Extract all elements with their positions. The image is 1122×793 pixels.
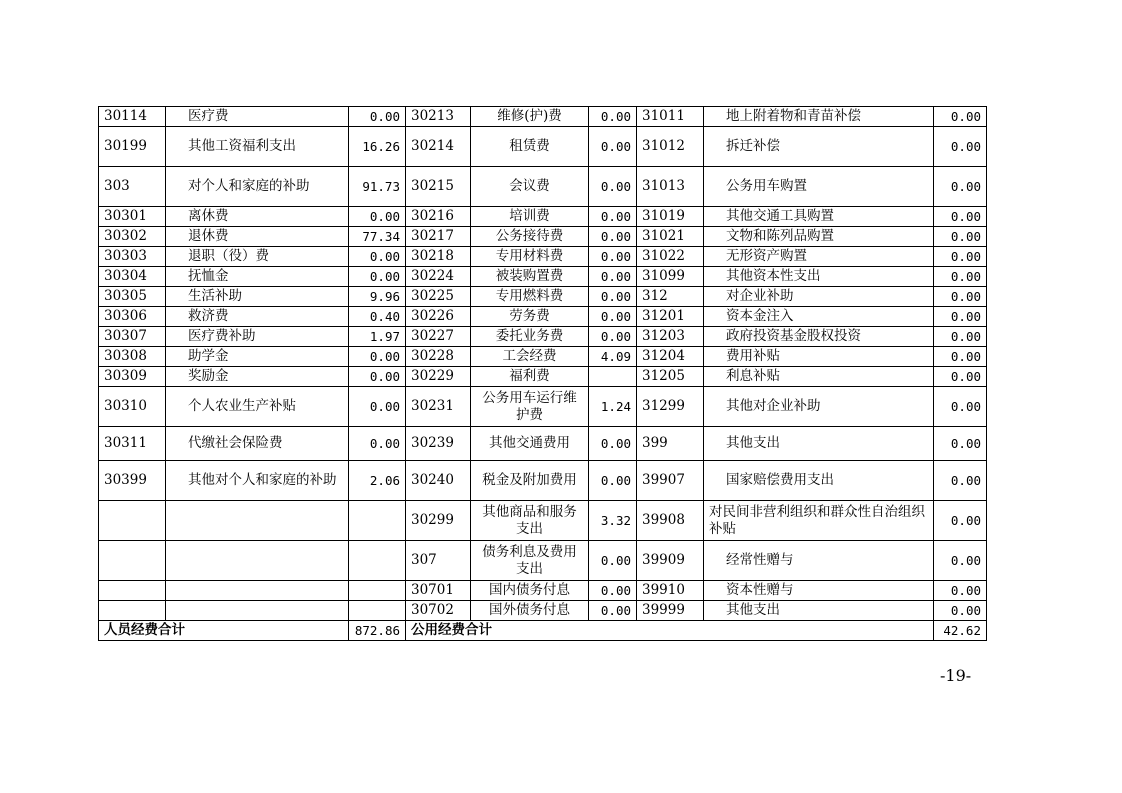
cell-name-c: 经常性赠与 <box>704 541 934 581</box>
cell-code-a: 30307 <box>99 327 166 347</box>
cell-code-a <box>99 541 166 581</box>
cell-code-b: 30216 <box>406 207 471 227</box>
table-row <box>99 287 987 307</box>
cell-name-b: 委托业务费 <box>471 327 589 347</box>
table-row <box>99 127 987 167</box>
cell-code-c: 31019 <box>637 207 704 227</box>
cell-amount-c: 0.00 <box>934 267 987 287</box>
cell-amount-c: 0.00 <box>934 127 987 167</box>
cell-name-b: 福利费 <box>471 367 589 387</box>
cell-name-c: 地上附着物和青苗补偿 <box>704 107 934 127</box>
cell-name-c: 费用补贴 <box>704 347 934 367</box>
cell-name-a: 生活补助 <box>166 287 349 307</box>
cell-amount-a: 0.00 <box>349 367 406 387</box>
cell-code-c: 31299 <box>637 387 704 427</box>
page-number: -19- <box>940 666 972 685</box>
cell-code-b: 30215 <box>406 167 471 207</box>
cell-code-c: 31013 <box>637 167 704 207</box>
table-row <box>99 247 987 267</box>
cell-name-a: 抚恤金 <box>166 267 349 287</box>
cell-name-b: 公务用车运行维护费 <box>471 387 589 427</box>
cell-amount-c: 0.00 <box>934 501 987 541</box>
cell-name-a <box>166 581 349 601</box>
cell-name-b: 工会经费 <box>471 347 589 367</box>
cell-name-a <box>166 541 349 581</box>
cell-code-c: 39999 <box>637 601 704 621</box>
cell-amount-a: 0.40 <box>349 307 406 327</box>
cell-code-c: 39910 <box>637 581 704 601</box>
cell-code-b: 30229 <box>406 367 471 387</box>
cell-code-c: 31205 <box>637 367 704 387</box>
cell-name-c: 其他对企业补助 <box>704 387 934 427</box>
cell-name-b: 劳务费 <box>471 307 589 327</box>
cell-name-b: 被装购置费 <box>471 267 589 287</box>
cell-name-c: 公务用车购置 <box>704 167 934 207</box>
cell-code-a: 30399 <box>99 461 166 501</box>
cell-amount-a: 2.06 <box>349 461 406 501</box>
cell-name-a: 退休费 <box>166 227 349 247</box>
cell-name-c: 国家赔偿费用支出 <box>704 461 934 501</box>
cell-code-c: 312 <box>637 287 704 307</box>
cell-amount-c: 0.00 <box>934 287 987 307</box>
table-row <box>99 461 987 501</box>
cell-amount-a <box>349 541 406 581</box>
cell-code-c: 39909 <box>637 541 704 581</box>
cell-name-a: 救济费 <box>166 307 349 327</box>
table-row <box>99 347 987 367</box>
table-body <box>99 107 987 641</box>
cell-name-c: 资本金注入 <box>704 307 934 327</box>
cell-code-c: 399 <box>637 427 704 461</box>
cell-code-a: 30199 <box>99 127 166 167</box>
cell-amount-a: 0.00 <box>349 387 406 427</box>
cell-name-a: 助学金 <box>166 347 349 367</box>
cell-amount-b: 4.09 <box>589 347 637 367</box>
cell-amount-b: 0.00 <box>589 581 637 601</box>
cell-code-a: 30114 <box>99 107 166 127</box>
cell-code-a: 30311 <box>99 427 166 461</box>
cell-name-b: 债务利息及费用支出 <box>471 541 589 581</box>
cell-code-b: 30228 <box>406 347 471 367</box>
cell-amount-c: 0.00 <box>934 541 987 581</box>
cell-name-b: 会议费 <box>471 167 589 207</box>
cell-code-b: 30214 <box>406 127 471 167</box>
cell-name-a: 其他工资福利支出 <box>166 127 349 167</box>
cell-amount-a: 16.26 <box>349 127 406 167</box>
cell-code-a: 30309 <box>99 367 166 387</box>
personnel-total-label: 人员经费合计 <box>99 621 349 641</box>
cell-amount-a <box>349 601 406 621</box>
cell-name-c: 其他资本性支出 <box>704 267 934 287</box>
cell-amount-a: 0.00 <box>349 347 406 367</box>
cell-code-a: 30303 <box>99 247 166 267</box>
cell-name-a: 对个人和家庭的补助 <box>166 167 349 207</box>
cell-name-b: 专用燃料费 <box>471 287 589 307</box>
cell-amount-c: 0.00 <box>934 387 987 427</box>
cell-amount-c: 0.00 <box>934 227 987 247</box>
cell-amount-c: 0.00 <box>934 427 987 461</box>
cell-amount-b: 0.00 <box>589 307 637 327</box>
cell-amount-a: 0.00 <box>349 267 406 287</box>
cell-code-b: 30240 <box>406 461 471 501</box>
cell-name-a: 奖励金 <box>166 367 349 387</box>
cell-name-a: 其他对个人和家庭的补助 <box>166 461 349 501</box>
table-row <box>99 581 987 601</box>
cell-amount-b: 0.00 <box>589 247 637 267</box>
table-row <box>99 207 987 227</box>
table-row <box>99 387 987 427</box>
cell-code-b: 307 <box>406 541 471 581</box>
cell-name-c: 文物和陈列品购置 <box>704 227 934 247</box>
cell-amount-b: 0.00 <box>589 541 637 581</box>
cell-amount-a: 0.00 <box>349 107 406 127</box>
cell-amount-c: 0.00 <box>934 307 987 327</box>
cell-name-a: 离休费 <box>166 207 349 227</box>
cell-name-b: 维修(护)费 <box>471 107 589 127</box>
cell-code-a <box>99 581 166 601</box>
cell-amount-c: 0.00 <box>934 167 987 207</box>
cell-name-b: 税金及附加费用 <box>471 461 589 501</box>
cell-amount-c: 0.00 <box>934 247 987 267</box>
cell-name-a <box>166 601 349 621</box>
cell-amount-b: 0.00 <box>589 461 637 501</box>
cell-amount-b: 0.00 <box>589 427 637 461</box>
cell-name-b: 公务接待费 <box>471 227 589 247</box>
cell-amount-c: 0.00 <box>934 581 987 601</box>
cell-amount-c: 0.00 <box>934 327 987 347</box>
budget-expenditure-table <box>98 106 987 641</box>
cell-name-c: 政府投资基金股权投资 <box>704 327 934 347</box>
table-row <box>99 167 987 207</box>
cell-code-b: 30217 <box>406 227 471 247</box>
cell-amount-b: 0.00 <box>589 227 637 247</box>
table-row <box>99 327 987 347</box>
cell-name-b: 专用材料费 <box>471 247 589 267</box>
cell-code-b: 30218 <box>406 247 471 267</box>
table-row <box>99 227 987 247</box>
cell-amount-c: 0.00 <box>934 207 987 227</box>
cell-code-a: 30310 <box>99 387 166 427</box>
cell-amount-b <box>589 367 637 387</box>
cell-amount-a: 0.00 <box>349 427 406 461</box>
cell-name-b: 其他交通费用 <box>471 427 589 461</box>
cell-amount-c: 0.00 <box>934 347 987 367</box>
cell-code-b: 30225 <box>406 287 471 307</box>
cell-code-c: 31099 <box>637 267 704 287</box>
cell-code-a: 30301 <box>99 207 166 227</box>
cell-name-a <box>166 501 349 541</box>
cell-name-a: 医疗费 <box>166 107 349 127</box>
cell-code-c: 31201 <box>637 307 704 327</box>
public-total-label: 公用经费合计 <box>406 621 934 641</box>
cell-amount-b: 0.00 <box>589 107 637 127</box>
table-row <box>99 427 987 461</box>
cell-name-a: 代缴社会保险费 <box>166 427 349 461</box>
cell-amount-a: 0.00 <box>349 207 406 227</box>
cell-code-a: 30302 <box>99 227 166 247</box>
cell-amount-c: 0.00 <box>934 461 987 501</box>
cell-code-b: 30239 <box>406 427 471 461</box>
cell-code-c: 39907 <box>637 461 704 501</box>
personnel-total-value: 872.86 <box>349 621 406 641</box>
cell-code-c: 31012 <box>637 127 704 167</box>
cell-amount-b: 0.00 <box>589 601 637 621</box>
cell-amount-a <box>349 501 406 541</box>
cell-amount-c: 0.00 <box>934 107 987 127</box>
cell-code-c: 39908 <box>637 501 704 541</box>
cell-name-b: 国外债务付息 <box>471 601 589 621</box>
cell-amount-c: 0.00 <box>934 601 987 621</box>
cell-code-b: 30226 <box>406 307 471 327</box>
cell-code-b: 30224 <box>406 267 471 287</box>
table-row <box>99 541 987 581</box>
cell-code-a: 30308 <box>99 347 166 367</box>
cell-code-a <box>99 501 166 541</box>
cell-amount-a <box>349 581 406 601</box>
cell-code-a: 303 <box>99 167 166 207</box>
cell-code-b: 30213 <box>406 107 471 127</box>
cell-name-c: 无形资产购置 <box>704 247 934 267</box>
cell-name-c: 其他支出 <box>704 427 934 461</box>
table-row <box>99 107 987 127</box>
table-row <box>99 267 987 287</box>
cell-amount-b: 0.00 <box>589 327 637 347</box>
cell-name-a: 退职（役）费 <box>166 247 349 267</box>
cell-name-c: 拆迁补偿 <box>704 127 934 167</box>
cell-name-a: 医疗费补助 <box>166 327 349 347</box>
cell-amount-a: 77.34 <box>349 227 406 247</box>
cell-name-c: 利息补贴 <box>704 367 934 387</box>
cell-name-c: 其他交通工具购置 <box>704 207 934 227</box>
cell-code-c: 31022 <box>637 247 704 267</box>
table-row <box>99 307 987 327</box>
cell-amount-b: 3.32 <box>589 501 637 541</box>
public-total-value: 42.62 <box>934 621 987 641</box>
totals-row <box>99 621 987 641</box>
cell-code-a <box>99 601 166 621</box>
cell-amount-a: 0.00 <box>349 247 406 267</box>
cell-amount-a: 9.96 <box>349 287 406 307</box>
cell-code-c: 31011 <box>637 107 704 127</box>
cell-name-b: 租赁费 <box>471 127 589 167</box>
cell-code-c: 31021 <box>637 227 704 247</box>
cell-code-a: 30304 <box>99 267 166 287</box>
cell-code-c: 31204 <box>637 347 704 367</box>
cell-amount-b: 0.00 <box>589 267 637 287</box>
cell-name-c: 对企业补助 <box>704 287 934 307</box>
cell-code-b: 30231 <box>406 387 471 427</box>
cell-name-b: 其他商品和服务支出 <box>471 501 589 541</box>
table-row <box>99 367 987 387</box>
cell-amount-c: 0.00 <box>934 367 987 387</box>
cell-amount-b: 0.00 <box>589 287 637 307</box>
cell-code-b: 30299 <box>406 501 471 541</box>
cell-code-b: 30701 <box>406 581 471 601</box>
cell-amount-b: 0.00 <box>589 127 637 167</box>
cell-code-c: 31203 <box>637 327 704 347</box>
cell-amount-b: 1.24 <box>589 387 637 427</box>
cell-name-a: 个人农业生产补贴 <box>166 387 349 427</box>
cell-amount-b: 0.00 <box>589 207 637 227</box>
cell-name-c: 对民间非营利组织和群众性自治组织补贴 <box>704 501 934 541</box>
cell-code-a: 30306 <box>99 307 166 327</box>
cell-name-b: 国内债务付息 <box>471 581 589 601</box>
cell-code-a: 30305 <box>99 287 166 307</box>
table-row <box>99 501 987 541</box>
table-row <box>99 601 987 621</box>
cell-code-b: 30227 <box>406 327 471 347</box>
cell-amount-a: 1.97 <box>349 327 406 347</box>
cell-name-b: 培训费 <box>471 207 589 227</box>
cell-name-c: 资本性赠与 <box>704 581 934 601</box>
cell-amount-b: 0.00 <box>589 167 637 207</box>
cell-amount-a: 91.73 <box>349 167 406 207</box>
cell-name-c: 其他支出 <box>704 601 934 621</box>
cell-code-b: 30702 <box>406 601 471 621</box>
